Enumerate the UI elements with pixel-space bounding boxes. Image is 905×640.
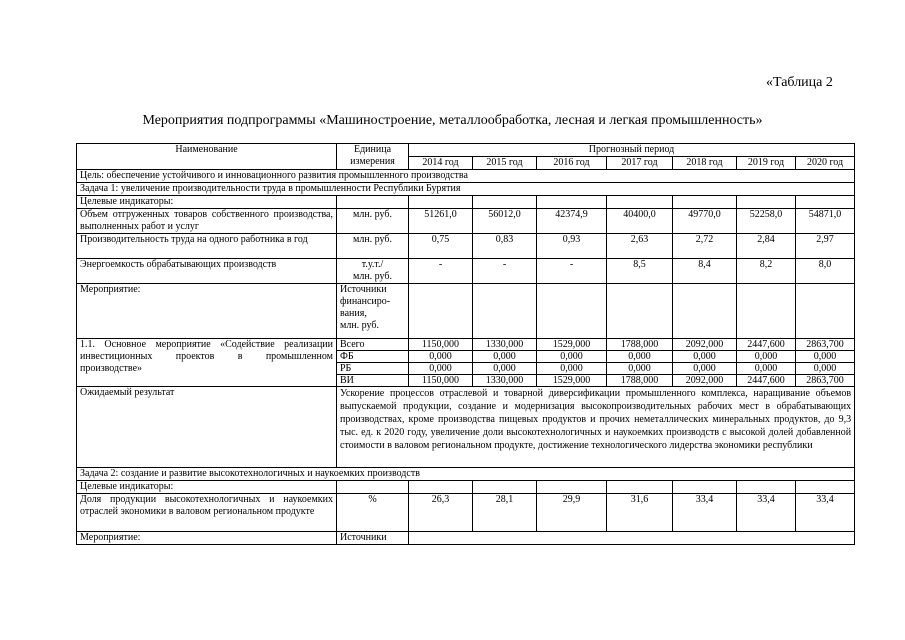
year-cell: 2016 год (537, 157, 607, 170)
value-cell: 1788,000 (607, 375, 673, 387)
value-cell: 1529,000 (537, 375, 607, 387)
task2-row (77, 468, 855, 481)
value-cell: 0,000 (737, 363, 796, 375)
activities-table (76, 143, 855, 545)
value-cell: 2447,600 (737, 339, 796, 351)
value-cell: 2863,700 (796, 375, 855, 387)
indicators-label: Целевые индикаторы: (77, 481, 337, 494)
value-cell: 51261,0 (409, 209, 473, 234)
value-cell: 0,93 (537, 234, 607, 259)
expected-result-row (77, 387, 855, 468)
indicator-unit: млн. руб. (337, 234, 409, 259)
col-unit-line-1: Единица (353, 144, 392, 155)
document-title: Мероприятия подпрограммы «Машиностроение, металлообработка, лесная и легкая промышленность» (142, 113, 763, 128)
indicator-unit: млн. руб. (337, 209, 409, 234)
value-cell: - (409, 259, 473, 284)
value-cell: 2,84 (737, 234, 796, 259)
value-cell: 0,75 (409, 234, 473, 259)
value-cell: 26,3 (409, 494, 473, 532)
value-cell: 8,4 (673, 259, 737, 284)
forecast-header: Прогнозный период (409, 144, 855, 157)
value-cell: 8,5 (607, 259, 673, 284)
activity-label: Мероприятие: (77, 532, 337, 545)
funding-label: Всего (337, 339, 409, 351)
value-cell: 1330,000 (473, 339, 537, 351)
indicator-unit (337, 259, 409, 284)
year-cell: 2018 год (673, 157, 737, 170)
value-cell: 1330,000 (473, 375, 537, 387)
value-cell: 33,4 (796, 494, 855, 532)
value-cell: 0,000 (409, 363, 473, 375)
value-cell: 0,000 (737, 351, 796, 363)
value-cell: 31,6 (607, 494, 673, 532)
value-cell: 54871,0 (796, 209, 855, 234)
unit-line-1: т.у.т./ (361, 259, 384, 270)
value-cell: 2,72 (673, 234, 737, 259)
activity-header-row (77, 284, 855, 339)
value-cell: 0,000 (796, 351, 855, 363)
indicator-row (77, 494, 855, 532)
funding-line: млн. руб. (340, 320, 379, 331)
value-cell: 1529,000 (537, 339, 607, 351)
value-cell: 0,000 (607, 351, 673, 363)
value-cell: 0,000 (473, 351, 537, 363)
expected-result-label: Ожидаемый результат (77, 387, 337, 468)
funding-sources-header: Источники (337, 532, 409, 545)
indicator-name: Объем отгруженных товаров собственного производства, выполненных работ и услуг (77, 209, 337, 234)
unit-line-2: млн. руб. (353, 271, 392, 282)
value-cell: 8,2 (737, 259, 796, 284)
funding-line: Источники (340, 284, 387, 295)
value-cell: 49770,0 (673, 209, 737, 234)
value-cell: 28,1 (473, 494, 537, 532)
value-cell: 33,4 (673, 494, 737, 532)
year-cell: 2020 год (796, 157, 855, 170)
funding-label: ФБ (337, 351, 409, 363)
indicator-name: Производительность труда на одного работника в год (77, 234, 337, 259)
funding-line: финансиро- (340, 296, 391, 307)
value-cell: 2,63 (607, 234, 673, 259)
main-activity: 1.1. Основное мероприятие «Содействие реализации инвестиционных проектов в промышленном производстве» (77, 339, 337, 387)
year-cell: 2014 год (409, 157, 473, 170)
year-cell: 2015 год (473, 157, 537, 170)
indicator-row (77, 209, 855, 234)
value-cell: 40400,0 (607, 209, 673, 234)
funding-line: вания, (340, 308, 367, 319)
year-cell: 2017 год (607, 157, 673, 170)
header-row (77, 144, 855, 157)
goal-text: Цель: обеспечение устойчивого и инновационного развития промышленного производства (77, 170, 855, 183)
indicator-name: Доля продукции высокотехнологичных и наукоемких отраслей экономики в валовом региональном продукте (77, 494, 337, 532)
value-cell: 33,4 (737, 494, 796, 532)
funding-label: РБ (337, 363, 409, 375)
task2-text: Задача 2: создание и развитие высокотехнологичных и наукоемких производств (77, 468, 855, 481)
value-cell: 0,000 (607, 363, 673, 375)
task1-text: Задача 1: увеличение производительности труда в промышленности Республики Бурятия (77, 183, 855, 196)
col-unit-line-2: измерения (350, 156, 395, 167)
goal-row (77, 170, 855, 183)
funding-row (77, 339, 855, 351)
value-cell: 42374,9 (537, 209, 607, 234)
value-cell: 1788,000 (607, 339, 673, 351)
value-cell: 29,9 (537, 494, 607, 532)
activity-header-row (77, 532, 855, 545)
value-cell: 2447,600 (737, 375, 796, 387)
value-cell: 8,0 (796, 259, 855, 284)
indicators-label: Целевые индикаторы: (77, 196, 337, 209)
expected-result-text: Ускорение процессов отраслевой и товарной диверсификации промышленного комплекса, наращивание объемов выпускаемой продукции, создание и модернизация высокопроизводительных рабочих мест в обрабатывающих производствах, кроме производства пищевых продуктов и прочих неметаллических минеральных продуктов, до 9,3 тыс. ед. к 2020 году, увеличение доли высокотехнологичных и наукоемких производств с высокой долей добавленной стоимости в валовом региональном продукте, достижение технологического лидерства экономики республики (337, 387, 855, 468)
value-cell: 0,000 (473, 363, 537, 375)
col-name-header: Наименование (77, 144, 337, 170)
year-cell: 2019 год (737, 157, 796, 170)
indicator-row (77, 259, 855, 284)
value-cell: - (537, 259, 607, 284)
indicator-unit: % (337, 494, 409, 532)
value-cell: 2863,700 (796, 339, 855, 351)
indicators-label-row (77, 196, 855, 209)
value-cell: 0,83 (473, 234, 537, 259)
value-cell: 0,000 (796, 363, 855, 375)
value-cell: 0,000 (537, 351, 607, 363)
indicator-row (77, 234, 855, 259)
table-label: «Таблица 2 (766, 75, 833, 90)
value-cell: 1150,000 (409, 375, 473, 387)
value-cell: 0,000 (409, 351, 473, 363)
funding-sources-header (337, 284, 409, 339)
value-cell: 0,000 (673, 363, 737, 375)
value-cell: 52258,0 (737, 209, 796, 234)
activity-label: Мероприятие: (77, 284, 337, 339)
value-cell: 2092,000 (673, 339, 737, 351)
value-cell: 0,000 (673, 351, 737, 363)
task1-row (77, 183, 855, 196)
col-unit-header (337, 144, 409, 170)
indicator-name: Энергоемкость обрабатывающих производств (77, 259, 337, 284)
value-cell: - (473, 259, 537, 284)
indicators-label-row (77, 481, 855, 494)
value-cell: 0,000 (537, 363, 607, 375)
value-cell: 2092,000 (673, 375, 737, 387)
funding-label: ВИ (337, 375, 409, 387)
value-cell: 2,97 (796, 234, 855, 259)
value-cell: 1150,000 (409, 339, 473, 351)
value-cell: 56012,0 (473, 209, 537, 234)
